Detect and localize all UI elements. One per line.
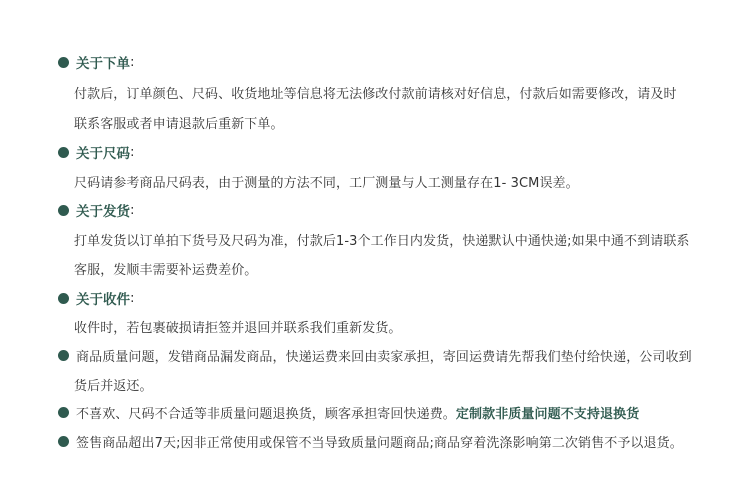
section-size-heading: [58, 142, 730, 162]
bullet-dot-icon: [58, 293, 69, 304]
bullet-quality-issue-line-2: 货后并返还。: [74, 379, 153, 394]
section-title: 关于尺码: [76, 146, 130, 162]
section-shipping-line-2: 客服，发顺丰需要补运费差价。: [74, 263, 258, 278]
bullet-dot-icon: [58, 350, 69, 361]
bullet-text: 不喜欢、尺码不合适等非质量问题退换货，顾客承担寄回快递费。: [76, 407, 456, 422]
bullet-dot-icon: [58, 436, 69, 447]
section-order-heading: [58, 52, 730, 72]
custom-item-notice: 定制款非质量问题不支持退换货: [455, 407, 640, 422]
section-title: 关于下单: [76, 56, 130, 72]
bullet-signed-items: [58, 432, 730, 451]
section-receiving-heading: [58, 288, 730, 308]
section-colon: :: [130, 290, 135, 306]
section-colon: :: [130, 54, 135, 70]
section-size-line-1: 尺码请参考商品尺码表，由于测量的方法不同，工厂测量与人工测量存在1- 3CM误差。: [74, 176, 579, 191]
section-title: 关于发货: [76, 204, 130, 220]
section-shipping-heading: [58, 200, 730, 220]
section-colon: :: [130, 202, 135, 218]
section-shipping-line-1: 打单发货以订单拍下货号及尺码为准，付款后1-3个工作日内发货，快递默认中通快递;如果中通不到请联系: [74, 234, 690, 249]
bullet-text: 商品质量问题，发错商品漏发商品，快递运费来回由卖家承担，寄回运费请先帮我们垫付给快递，公司收到: [76, 350, 692, 365]
bullet-dot-icon: [58, 57, 69, 68]
bullet-quality-issue: [58, 346, 730, 365]
bullet-non-quality-return: [58, 403, 730, 422]
bullet-dot-icon: [58, 407, 69, 418]
section-order-line-1: 付款后，订单颜色、尺码、收货地址等信息将无法修改付款前请核对好信息，付款后如需要修改，请及时: [74, 87, 677, 102]
section-colon: :: [130, 144, 135, 160]
section-receiving-line-1: 收件时，若包裹破损请拒签并退回并联系我们重新发货。: [74, 321, 402, 336]
section-title: 关于收件: [76, 292, 130, 308]
section-order-line-2: 联系客服或者申请退款后重新下单。: [74, 117, 284, 132]
bullet-dot-icon: [58, 147, 69, 158]
bullet-dot-icon: [58, 205, 69, 216]
bullet-text: 签售商品超出7天;因非正常使用或保管不当导致质量问题商品;商品穿着洗涤影响第二次销售不予以退货。: [76, 436, 683, 451]
